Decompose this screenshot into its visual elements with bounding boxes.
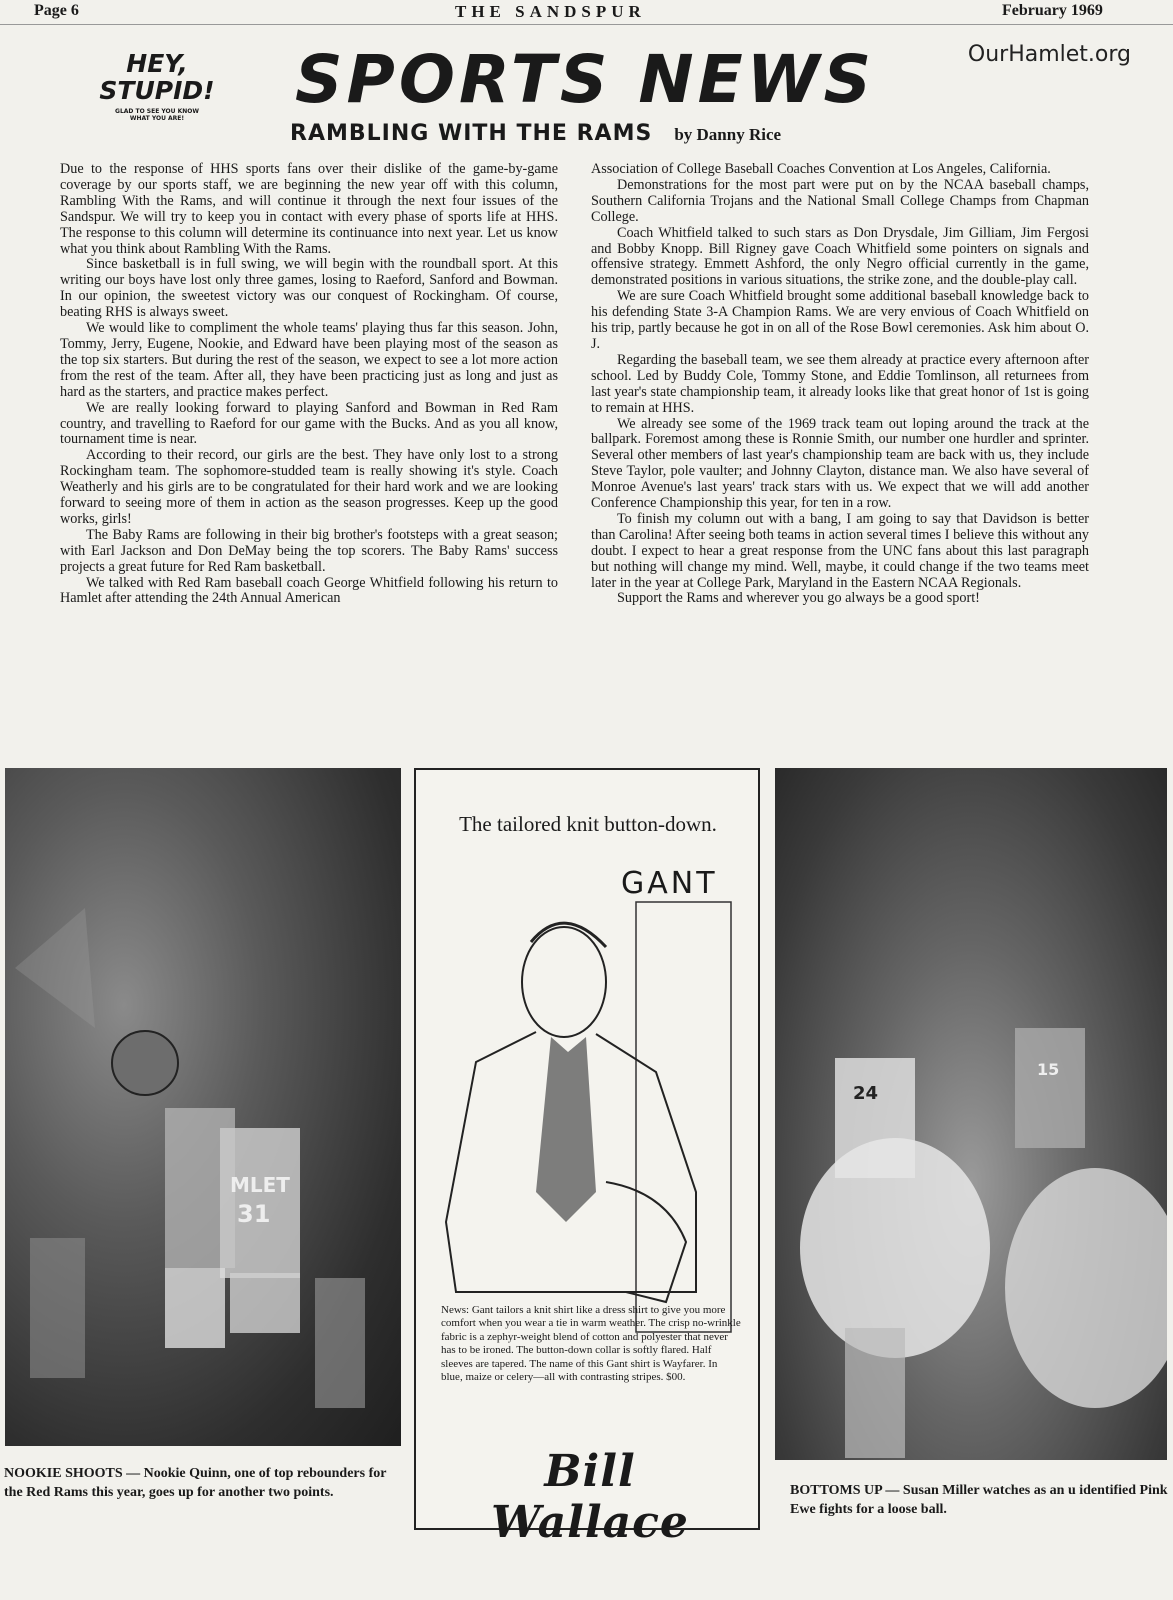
section-title: SPORTS NEWS [294, 41, 876, 118]
paragraph: Association of College Baseball Coaches Convention at Los Angeles, California. [591, 161, 1051, 177]
page-header [0, 0, 1173, 25]
hey-stupid-logo [92, 50, 222, 122]
paragraph: The Baby Rams are following in their big brother's footsteps with a great season; with Earl Jackson and Don DeMay being the top scorers. The Baby Rams' success projects a great future for Red Ram basketball. [60, 526, 558, 575]
hey-logo-line1: HEY, [126, 49, 188, 78]
basketball-scene-illustration [5, 768, 401, 1446]
jersey-number-15: 15 [1037, 1060, 1060, 1079]
girls-basketball-scene-illustration [775, 768, 1167, 1460]
byline: by Danny Rice [674, 125, 782, 144]
paragraph: We are really looking forward to playing Sanford and Bowman in Red Ram country, and travelling to Raeford for our game with the Bucks. And as you all know, tournament time is near. [60, 399, 558, 448]
article-column-1 [60, 162, 558, 607]
ad-copy: News: Gant tailors a knit shirt like a dress shirt to give you more comfort when you wear a tie in warm weather. The crisp no-wrinkle fabric is a zephyr-weight blend of cotton and polyester that never has to be ironed. The button-down collar is softly flared. Half sleeves are tapered. The name of this Gant shirt is Wayfarer. In blue, maize or celery—all with contrasting stripes. $00. [441, 1304, 741, 1384]
hey-logo-line2: STUPID! [99, 76, 215, 105]
photo-caption-right: BOTTOMS UP — Susan Miller watches as an u identified Pink Ewe fights for a loose ball. [790, 1483, 1168, 1517]
column-name: RAMBLING WITH THE RAMS [290, 121, 653, 146]
ad-tagline: The tailored knit button-down. [459, 812, 717, 836]
man-in-shirt-illustration [436, 862, 736, 1362]
paragraph: We are sure Coach Whitfield brought some additional baseball knowledge back to his defending State 3-A Champion Rams. We are very envious of Coach Whitfield on his trip, partly because he got in on all of the Rose Bowl ceremonies. Ask him about O. J. [591, 288, 1089, 352]
issue-date: February 1969 [1002, 2, 1103, 19]
jersey-text: MLET [230, 1173, 290, 1197]
bill-wallace-logo: Bill Wallace [491, 1446, 689, 1548]
ad-brand: GANT [621, 866, 718, 901]
paragraph: Due to the response of HHS sports fans over their dislike of the game-by-game coverage by our sports staff, we are beginning the new year off with this column, Rambling With the Rams, and will continue it through the next four issues of the Sandspur. We will try to keep you in contact with every phase of sports life at HHS. The response to this column will determine its continuance into next year. Let us know what you think about Rambling With the Rams. [60, 161, 558, 257]
article-column-2 [591, 162, 1089, 607]
watermark: OurHamlet.org [967, 42, 1131, 67]
gant-advertisement [414, 768, 760, 1548]
paragraph: We already see some of the 1969 track team out loping around the track at the ballpark. Foremost among these is Ronnie Smith, our number one hurdler and sprinter. Several other members of last year's championship team are back with us, they include Steve Taylor, pole vaulter; and Johnny Clayton, distance man. We also have several of Monroe Avenue's last years' track stars with us. We expect that we will add another Conference Championship this year, for ten in a row. [591, 415, 1089, 512]
paragraph: We would like to compliment the whole teams' playing thus far this season. John, Tommy, Jerry, Eugene, Nookie, and Edward have been playing most of the season as the top six starters. But during the rest of the season, we expect to see a lot more action from the rest of the team. After all, they have been practicing just as long and just as hard as the starters, and practice makes perfect. [60, 320, 558, 400]
jersey-number: 31 [237, 1200, 271, 1228]
photo-bottoms-up [775, 768, 1167, 1460]
paragraph: Demonstrations for the most part were put on by the NCAA baseball champs, Southern California Trojans and the National Small College Champs from Chapman College. [591, 176, 1089, 225]
paragraph: According to their record, our girls are the best. They have only lost to a strong Rockingham team. The sophomore-studded team is really showing it's style. Coach Weatherly and his girls are to be congratulated for their hard work and we are looking forward to seeing more of them in action as the season progresses. Keep up the good works, girls! [60, 447, 558, 527]
page-number: Page 6 [34, 2, 79, 19]
photo-caption-left: NOOKIE SHOOTS — Nookie Quinn, one of top rebounders for the Red Rams this year, goes up for another two points. [4, 1466, 387, 1500]
paragraph: Since basketball is in full swing, we will begin with the roundball sport. At this writing our boys have lost only three games, losing to Raeford, Sanford and Bowman. In our opinion, the sweetest victory was our conquest of Rockingham. Of course, beating RHS is always sweet. [60, 256, 558, 321]
paragraph: To finish my column out with a bang, I am going to say that Davidson is better than Carolina! After seeing both teams in action several times I believe this without any doubt. I expect to hear a great response from the UNC fans about this last paragraph but nothing will change my mind. Well, maybe, it could change if the two teams meet later in the year at College Park, Maryland in the Eastern NCAA Regionals. [591, 510, 1090, 591]
newspaper-name: THE SANDSPUR [455, 2, 646, 21]
hey-logo-small: GLAD TO SEE YOU KNOW WHAT YOU ARE! [115, 108, 199, 122]
paragraph: We talked with Red Ram baseball coach George Whitfield following his return to Hamlet after attending the 24th Annual American [60, 574, 558, 607]
photo-nookie-shoots [5, 768, 401, 1446]
jersey-number-24: 24 [853, 1083, 879, 1104]
paragraph: Coach Whitfield talked to such stars as Don Drysdale, Jim Gilliam, Jim Fergosi and Bobby Knopp. Bill Rigney gave Coach Whitfield some pointers on signals and offensive strategy. Emmett Ashford, the only Negro official currently in the game, demonstrated positions in various situations, the strike zone, and the double-play call. [591, 224, 1089, 289]
paragraph: Regarding the baseball team, we see them already at practice every afternoon after school. Led by Buddy Cole, Tommy Stone, and Eddie Tomlinson, all returnees from last year's state championship team, it already looks like that great honor of 1st is going to remain at HHS. [591, 351, 1089, 416]
paragraph: Support the Rams and wherever you go always be a good sport! [617, 590, 980, 607]
column-heading [290, 121, 890, 146]
